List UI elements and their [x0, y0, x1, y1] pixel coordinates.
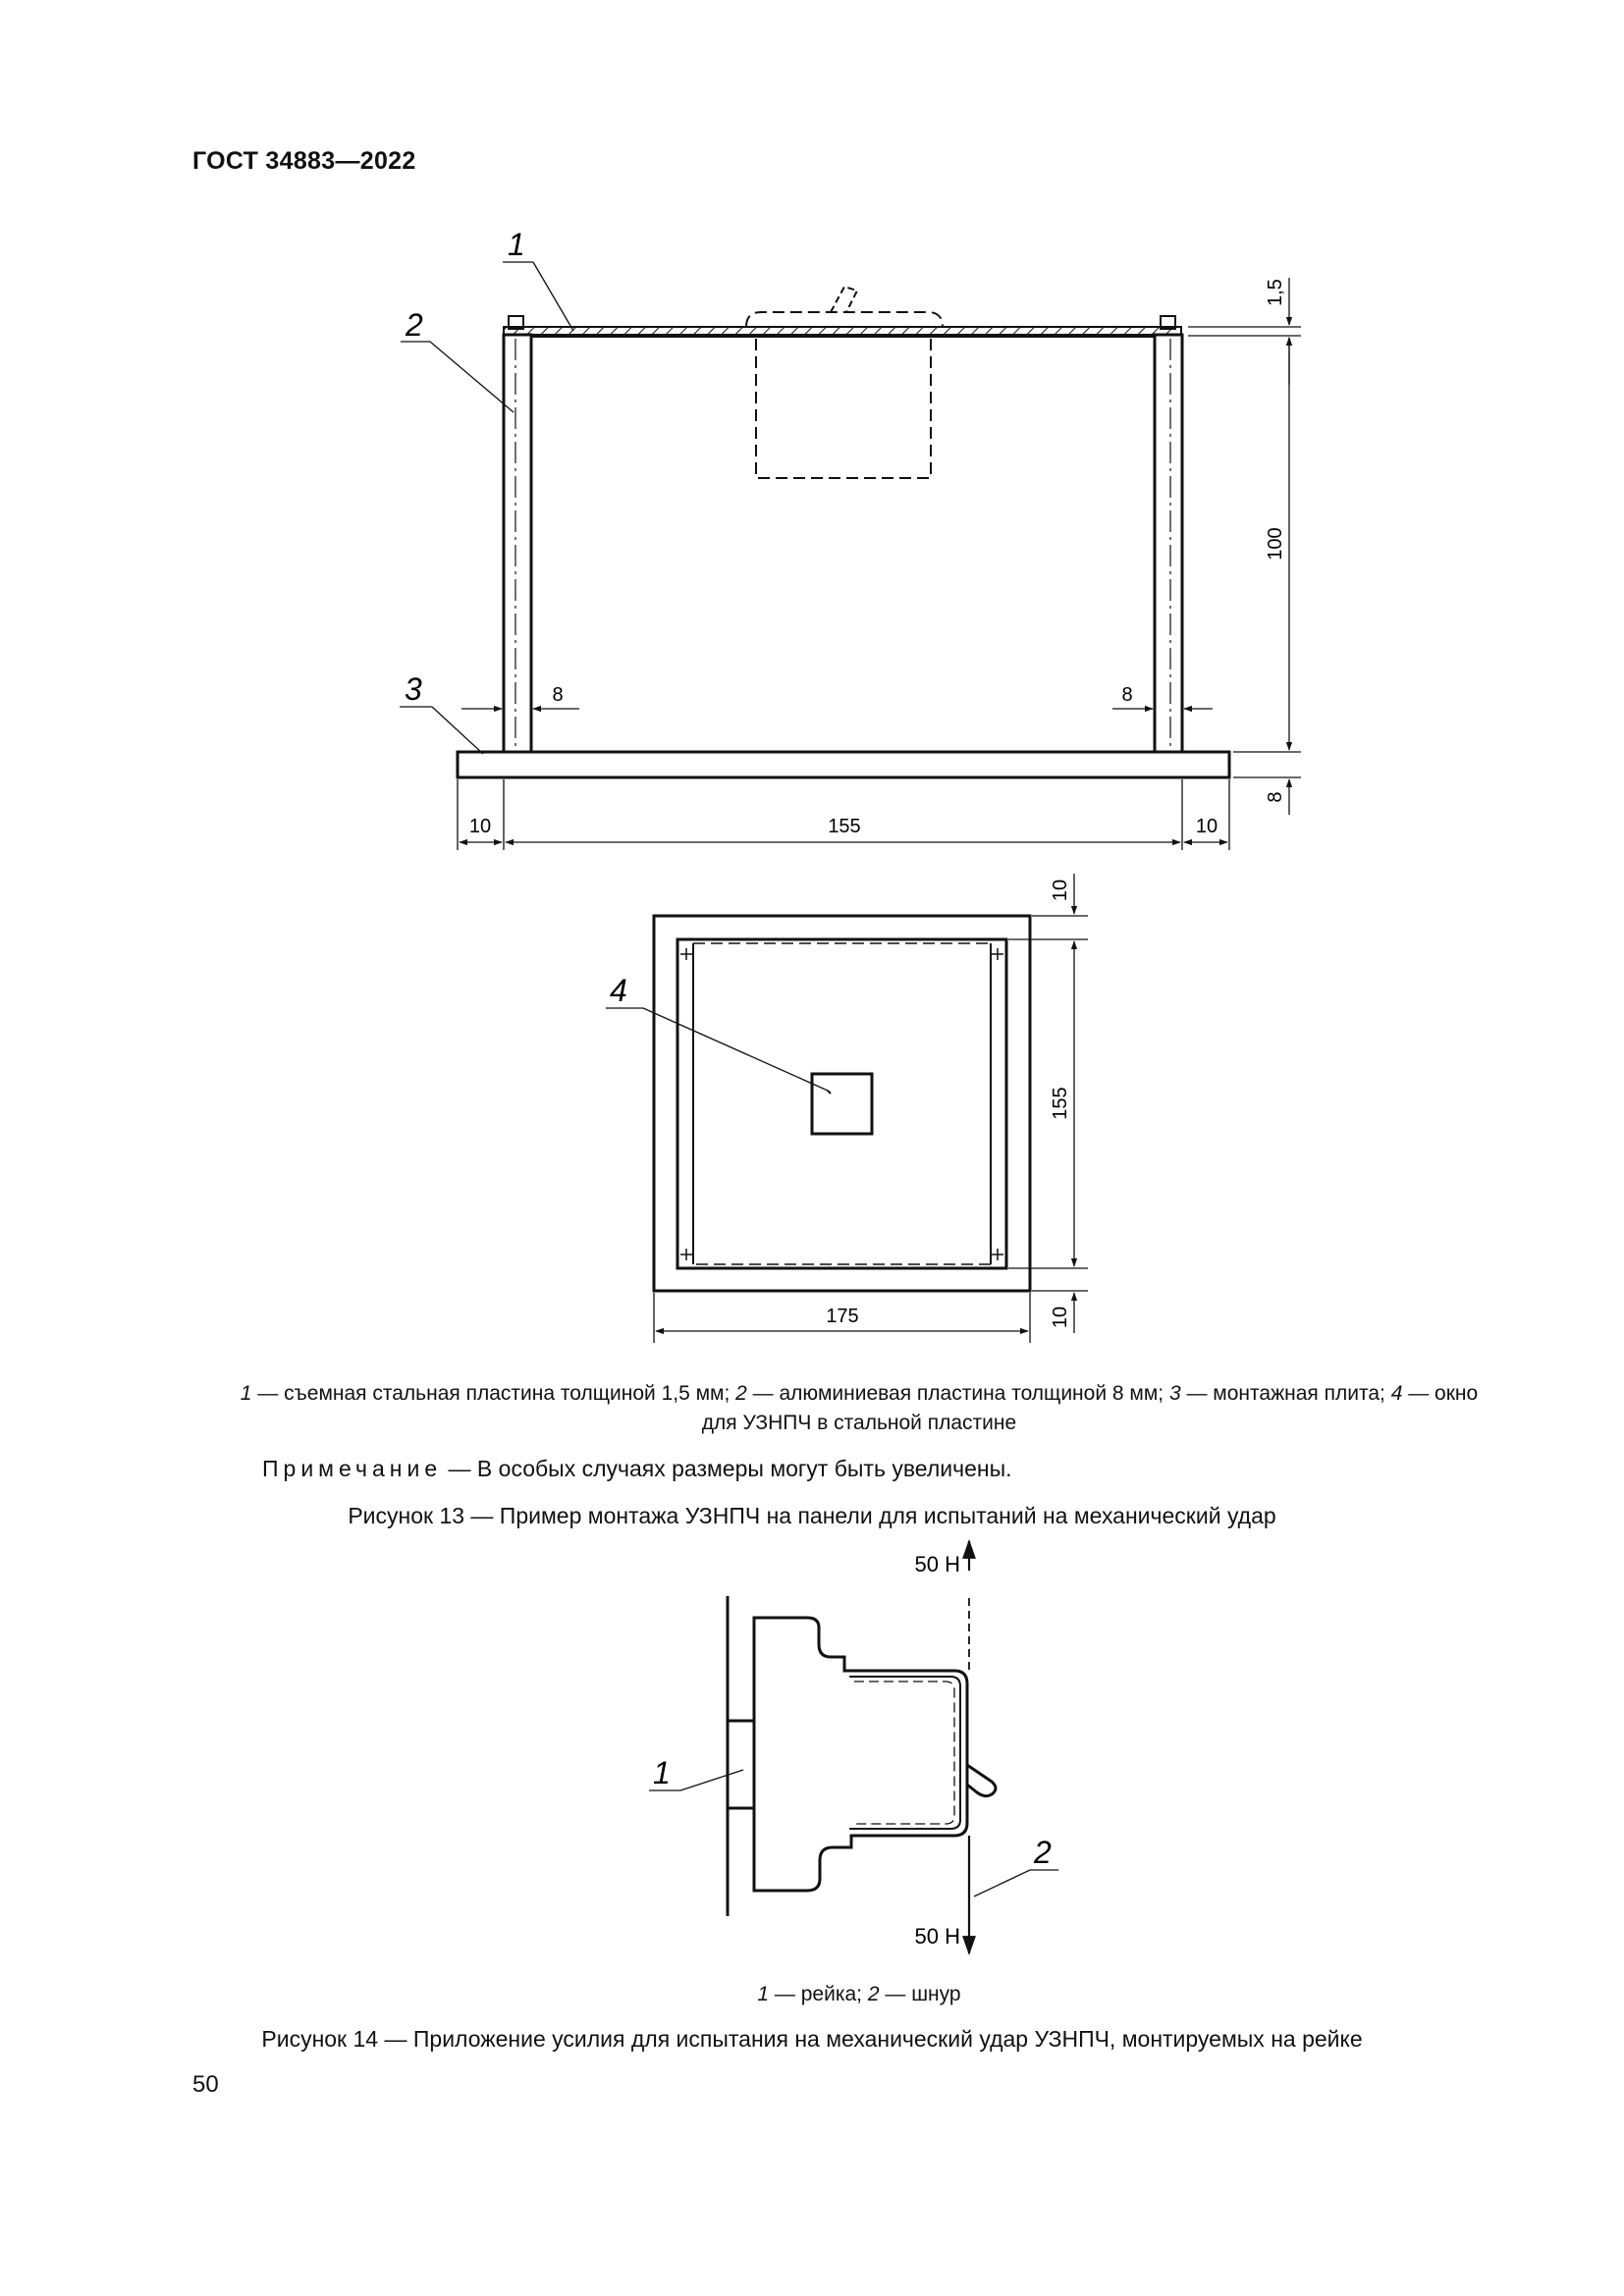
dim-top-span: 155 [1050, 1087, 1071, 1120]
dim-top-width: 175 [826, 1306, 859, 1327]
note [262, 1456, 1012, 1482]
dim-margin-right: 10 [1195, 816, 1218, 837]
note-text: — В особых случаях размеры могут быть увеличены. [442, 1456, 1012, 1481]
callout-1: 1 [508, 227, 525, 262]
callout-2: 2 [406, 307, 423, 343]
page-number: 50 [192, 2071, 219, 2098]
aluminium-wall-right [1155, 335, 1182, 752]
document-header: ГОСТ 34883—2022 [192, 147, 416, 175]
dim-margin-left: 10 [468, 816, 492, 837]
device-window [812, 1074, 872, 1134]
figure-14-drawing [0, 1531, 1624, 1983]
aluminium-wall-left [504, 335, 531, 752]
callout-3: 3 [405, 671, 422, 707]
top-view [606, 874, 1088, 1343]
dim-top-thickness: 1,5 [1265, 279, 1286, 306]
force-bottom-label: 50 Н [914, 1924, 960, 1949]
figure-14-legend: 1 — рейка; 2 — шнур [757, 1983, 961, 2005]
mounting-base [458, 752, 1229, 777]
dim-base-thickness: 8 [1265, 791, 1286, 803]
dim-height: 100 [1265, 527, 1286, 561]
callout-4: 4 [610, 973, 627, 1008]
callout-fig14-1: 1 [653, 1755, 671, 1790]
figure-13-caption: Рисунок 13 — Пример монтажа УЗНПЧ на панели для испытаний на механический удар [348, 1503, 1276, 1528]
steel-plate [504, 327, 1181, 335]
dim-wall-right: 8 [1121, 684, 1133, 706]
side-view [400, 227, 1301, 850]
callout-fig14-2: 2 [1034, 1835, 1052, 1870]
figure-13-legend: 1 — съемная стальная пластина толщиной 1,5 мм; 2 — алюминиевая пластина толщиной 8 мм; 3 — монтажная плита; 4 — окно для УЗНПЧ в стальной пластине [240, 1382, 1479, 1434]
dim-top-margin-bottom: 10 [1050, 1306, 1071, 1329]
force-top-label: 50 Н [914, 1552, 960, 1576]
dim-top-margin-top: 10 [1050, 879, 1071, 902]
dim-wall-left: 8 [552, 684, 564, 706]
note-prefix: Примечание [262, 1456, 443, 1481]
dim-span: 155 [828, 816, 861, 837]
figure-14-caption: Рисунок 14 — Приложение усилия для испытания на механический удар УЗНПЧ, монтируемых на рейке [261, 2026, 1363, 2052]
device-outline [754, 1618, 967, 1891]
